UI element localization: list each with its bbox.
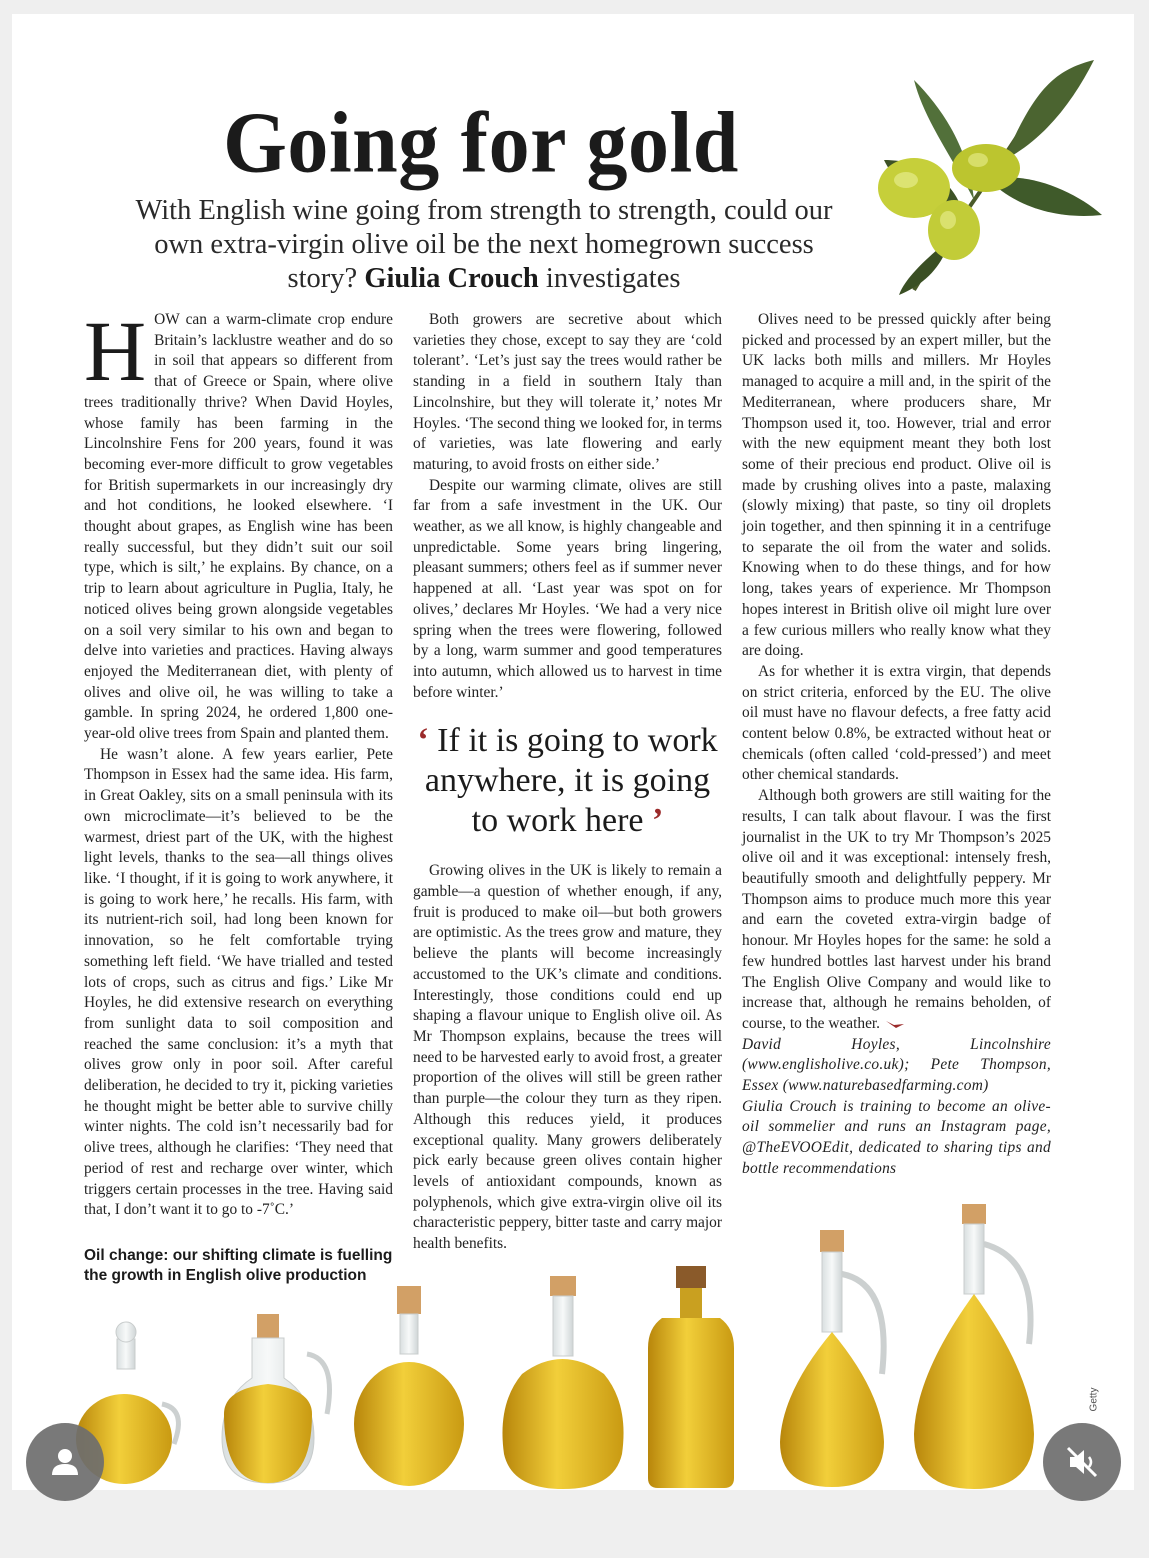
magazine-page — [12, 14, 1134, 1490]
paragraph-text: Although both growers are still waiting for the results, I can talk about flavour. I was the first journalist in the UK to try Mr Thompson’s 2025 olive oil and it was exceptional: intensely fresh, beautifully smooth and delightfully peppery. Mr Thompson aims to produce much more this year and earn the coveted extra-virgin badge of honour. Mr Hoyles hopes for the same: he sold a few hundred bottles last harvest under his brand The English Olive Company and would like to increase that, although he remains beholden, of course, to the weather. — [742, 787, 1051, 1032]
paragraph: Both growers are secretive about which varieties they chose, except to say they are ‘cold tolerant’. ‘Let’s just say the trees would rather be standing in a field in southern Italy than Lincolnshire, but they will tolerate it,’ notes Mr Hoyles. ‘The second thing we looked for, in terms of varieties, was late flowering and early maturing, to avoid frosts on either side.’ — [413, 311, 722, 473]
person-icon — [47, 1444, 83, 1480]
author-bio: Giulia Crouch is training to become an olive-oil sommelier and runs an Instagram page, @TheEVOOEdit, dedicated to sharing tips and bottle recommendations — [742, 1097, 1051, 1177]
photo-credit: Getty — [1088, 1387, 1100, 1412]
paragraph: He wasn’t alone. A few years earlier, Pete Thompson in Essex had the same idea. His farm, in Great Oakley, sits on a small peninsula with its own microclimate—it’s believed to be the warmest, driest part of the UK, with the highest light levels, thanks to the sea—all things olives like. ‘I thought, if it is going to work anywhere, it is going to work here,’ he recalls. His farm, with its nutrient-rich soil, had long been known for innovation, so he felt comfortable trying something left field. ‘We have trialled and tested lots of crops, such as citrus and figs.’ Like Mr Hoyles, he did extensive research on everything from sunlight data to soil composition and reached the same conclusion: it’s a myth that olives grow only in poor soil. After careful deliberation, he decided to try it, picking varieties he thought might be better able to survive chilly winter nights. The cold isn’t necessarily bad for olive trees, although he clarifies: ‘They need that period of rest and recharge over winter, which triggers certain processes in the tree. Having said that, I don’t want it to go to -7˚C.’ — [84, 745, 393, 1219]
paragraph — [84, 303, 393, 745]
author-name: Giulia Crouch — [364, 263, 539, 294]
headline: Going for gold — [223, 94, 739, 191]
end-mark-icon — [884, 1019, 906, 1029]
pull-quote — [413, 721, 722, 841]
speaker-muted-icon — [1062, 1442, 1102, 1482]
paragraph: Olives need to be pressed quickly after being picked and processed by an expert miller, but the UK lacks both mills and millers. Mr Hoyles managed to acquire a mill and, in the spirit of the Mediterranean, where producers share, Mr Thompson used it, too. However, trial and error with the new equipment meant they both lost some of their precious end product. Olive oil is made by crushing olives into a paste, malaxing (slowly mixing) that paste, so tiny oil droplets join together, and then spinning it in a centrifuge to separate the oil from the water and solids. Knowing when to do these things, and for how long, takes years of experience. Mr Thompson hopes interest in British olive oil might lure over a few curious millers who really know what they are doing. — [742, 311, 1051, 660]
open-quote-mark: ‘ — [417, 722, 429, 760]
paragraph: As for whether it is extra virgin, that depends on strict criteria, enforced by the EU. The olive oil must have no flavour defects, a free fatty acid content below 0.8%, be extracted without heat or chemicals (often called ‘cold-pressed’) and meet other chemical standards. — [742, 662, 1051, 784]
drop-cap: H — [84, 303, 147, 399]
paragraph: Growing olives in the UK is likely to remain a gamble—a question of whether enough, if any, fruit is produced to make oil—but both growers are optimistic. As the trees grow and mature, they believe the plants will become increasingly accustomed to the UK’s climate and conditions. Interestingly, those conditions could end up shaping a flavour unique to English olive oil. As Mr Thompson explains, because the trees will need to be harvested early to avoid frost, a greater proportion of the olives will still be green rather than purple—the colour they turn as they ripen. Although this reduces yield, it produces exceptional quality. Many growers deliberately pick early because green olives contain higher levels of antioxidant compounds, known as polyphenols, which give extra-virgin olive oil its characteristic peppery, bitter taste and carry major health benefits. — [413, 862, 722, 1253]
photo-caption: Oil change: our shifting climate is fuelling the growth in English olive production — [84, 1247, 393, 1284]
standfirst-end: investigates — [545, 263, 681, 294]
paragraph — [742, 786, 1051, 1034]
mute-toggle-button[interactable] — [1043, 1423, 1121, 1501]
pull-quote-text: If it is going to work anywhere, it is going to work here — [424, 722, 718, 840]
standfirst — [124, 194, 844, 296]
paragraph-text: OW can a warm-climate crop endure Britain’s lacklustre weather and do so in soil that appears so different from that of Greece or Spain, where olive trees traditionally thrive? When David Hoyles, whose family has been farming in the Lincolnshire Fens for 200 years, found it was becoming ever-more difficult to grow vegetables for British supermarkets in our increasingly dry and hot conditions, he looked elsewhere. ‘I thought about grapes, as English wine has been really successful, but they didn’t suit our soil type, which is silt,’ he explains. By chance, on a trip to learn about agriculture in Puglia, Italy, he noticed olives being grown alongside vegetables on a soil very similar to his own and began to delve into varieties and practices. Having always enjoyed the Mediterranean diet, with plenty of olives and olive oil, he was willing to take a gamble. In spring 2024, he ordered 1,800 one-year-old olive trees from Spain and planted them. — [84, 311, 393, 743]
paragraph: Despite our warming climate, olives are still far from a safe investment in the UK. Our weather, as we all know, is highly changeable and unpredictable. Some years bring lingering, pleasant summers; others feel as if summer never happened at all. ‘Last year was spot on for olives,’ declares Mr Hoyles. ‘We had a very nice spring when the trees were flowering, followed by a long, warm summer and good temperatures into autumn, which allowed us to harvest in time before winter.’ — [413, 476, 722, 701]
profile-button[interactable] — [26, 1423, 104, 1501]
column-2 — [413, 310, 722, 1255]
column-1 — [84, 303, 393, 1221]
standfirst-text: With English wine going from strength to strength, could our own extra-virgin olive oil be the next homegrown success story? — [135, 195, 833, 294]
close-quote-mark: ’ — [652, 802, 664, 840]
sources-credit: David Hoyles, Lincolnshire (www.englisholive.co.uk); Pete Thompson, Essex (www.naturebasedfarming.com) — [742, 1035, 1051, 1095]
column-3 — [742, 310, 1051, 1180]
